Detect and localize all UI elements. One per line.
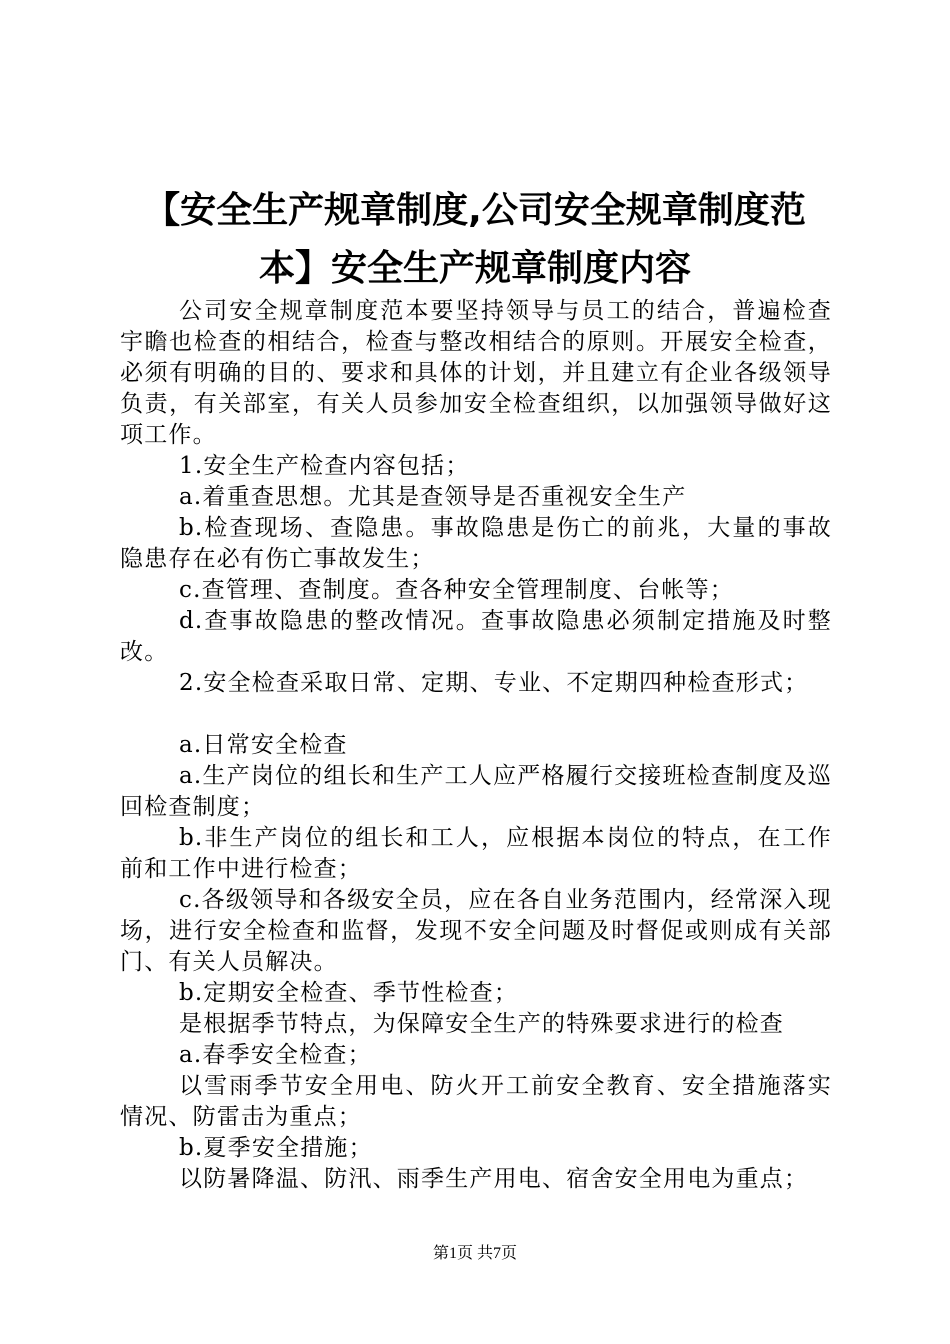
paragraph: c.各级领导和各级安全员，应在各自业务范围内，经常深入现场，进行安全检查和监督，发现不安全问题及时督促或则成有关部门、有关人员解决。 — [120, 887, 832, 975]
title-line-2: 本】安全生产规章制度内容 — [258, 248, 691, 289]
paragraph: b.夏季安全措施； — [179, 1135, 373, 1161]
paragraph: 2.安全检查采取日常、定期、专业、不定期四种检查形式； — [179, 670, 809, 696]
paragraph: b.非生产岗位的组长和工人，应根据本岗位的特点，在工作前和工作中进行检查； — [120, 825, 832, 882]
document-title — [120, 182, 830, 298]
paragraph: a.生产岗位的组长和生产工人应严格履行交接班检查制度及巡回检查制度； — [120, 763, 832, 820]
page-footer: 第1页 共7页 — [432, 1245, 517, 1262]
paragraph: c.查管理、查制度。查各种安全管理制度、台帐等； — [179, 577, 734, 603]
paragraph: 是根据季节特点，为保障安全生产的特殊要求进行的检查 — [179, 1011, 784, 1037]
paragraph: b.检查现场、查隐患。事故隐患是伤亡的前兆，大量的事故隐患存在必有伤亡事故发生； — [120, 515, 832, 572]
paragraph: a.日常安全检查 — [179, 732, 348, 758]
paragraph: 公司安全规章制度范本要坚持领导与员工的结合，普遍检查宇瞻也检查的相结合，检查与整改相结合的原则。开展安全检查，必须有明确的目的、要求和具体的计划，并且建立有企业各级领导负责，有关部室，有关人员参加安全检查组织，以加强领导做好这项工作。 — [120, 298, 832, 448]
paragraph: a.春季安全检查； — [179, 1042, 372, 1068]
paragraph: b.定期安全检查、季节性检查； — [179, 980, 519, 1006]
paragraph: a.着重查思想。尤其是查领导是否重视安全生产 — [179, 484, 687, 510]
title-line-1: 【安全生产规章制度,公司安全规章制度范 — [144, 190, 806, 231]
blank-line — [120, 699, 832, 730]
paragraph: d.查事故隐患的整改情况。查事故隐患必须制定措施及时整改。 — [120, 608, 832, 665]
paragraph: 1.安全生产检查内容包括； — [179, 453, 470, 479]
paragraph: 以雪雨季节安全用电、防火开工前安全教育、安全措施落实情况、防雷击为重点； — [120, 1073, 832, 1130]
paragraph: 以防暑降温、防汛、雨季生产用电、宿舍安全用电为重点； — [179, 1166, 809, 1192]
document-body — [120, 296, 832, 1195]
